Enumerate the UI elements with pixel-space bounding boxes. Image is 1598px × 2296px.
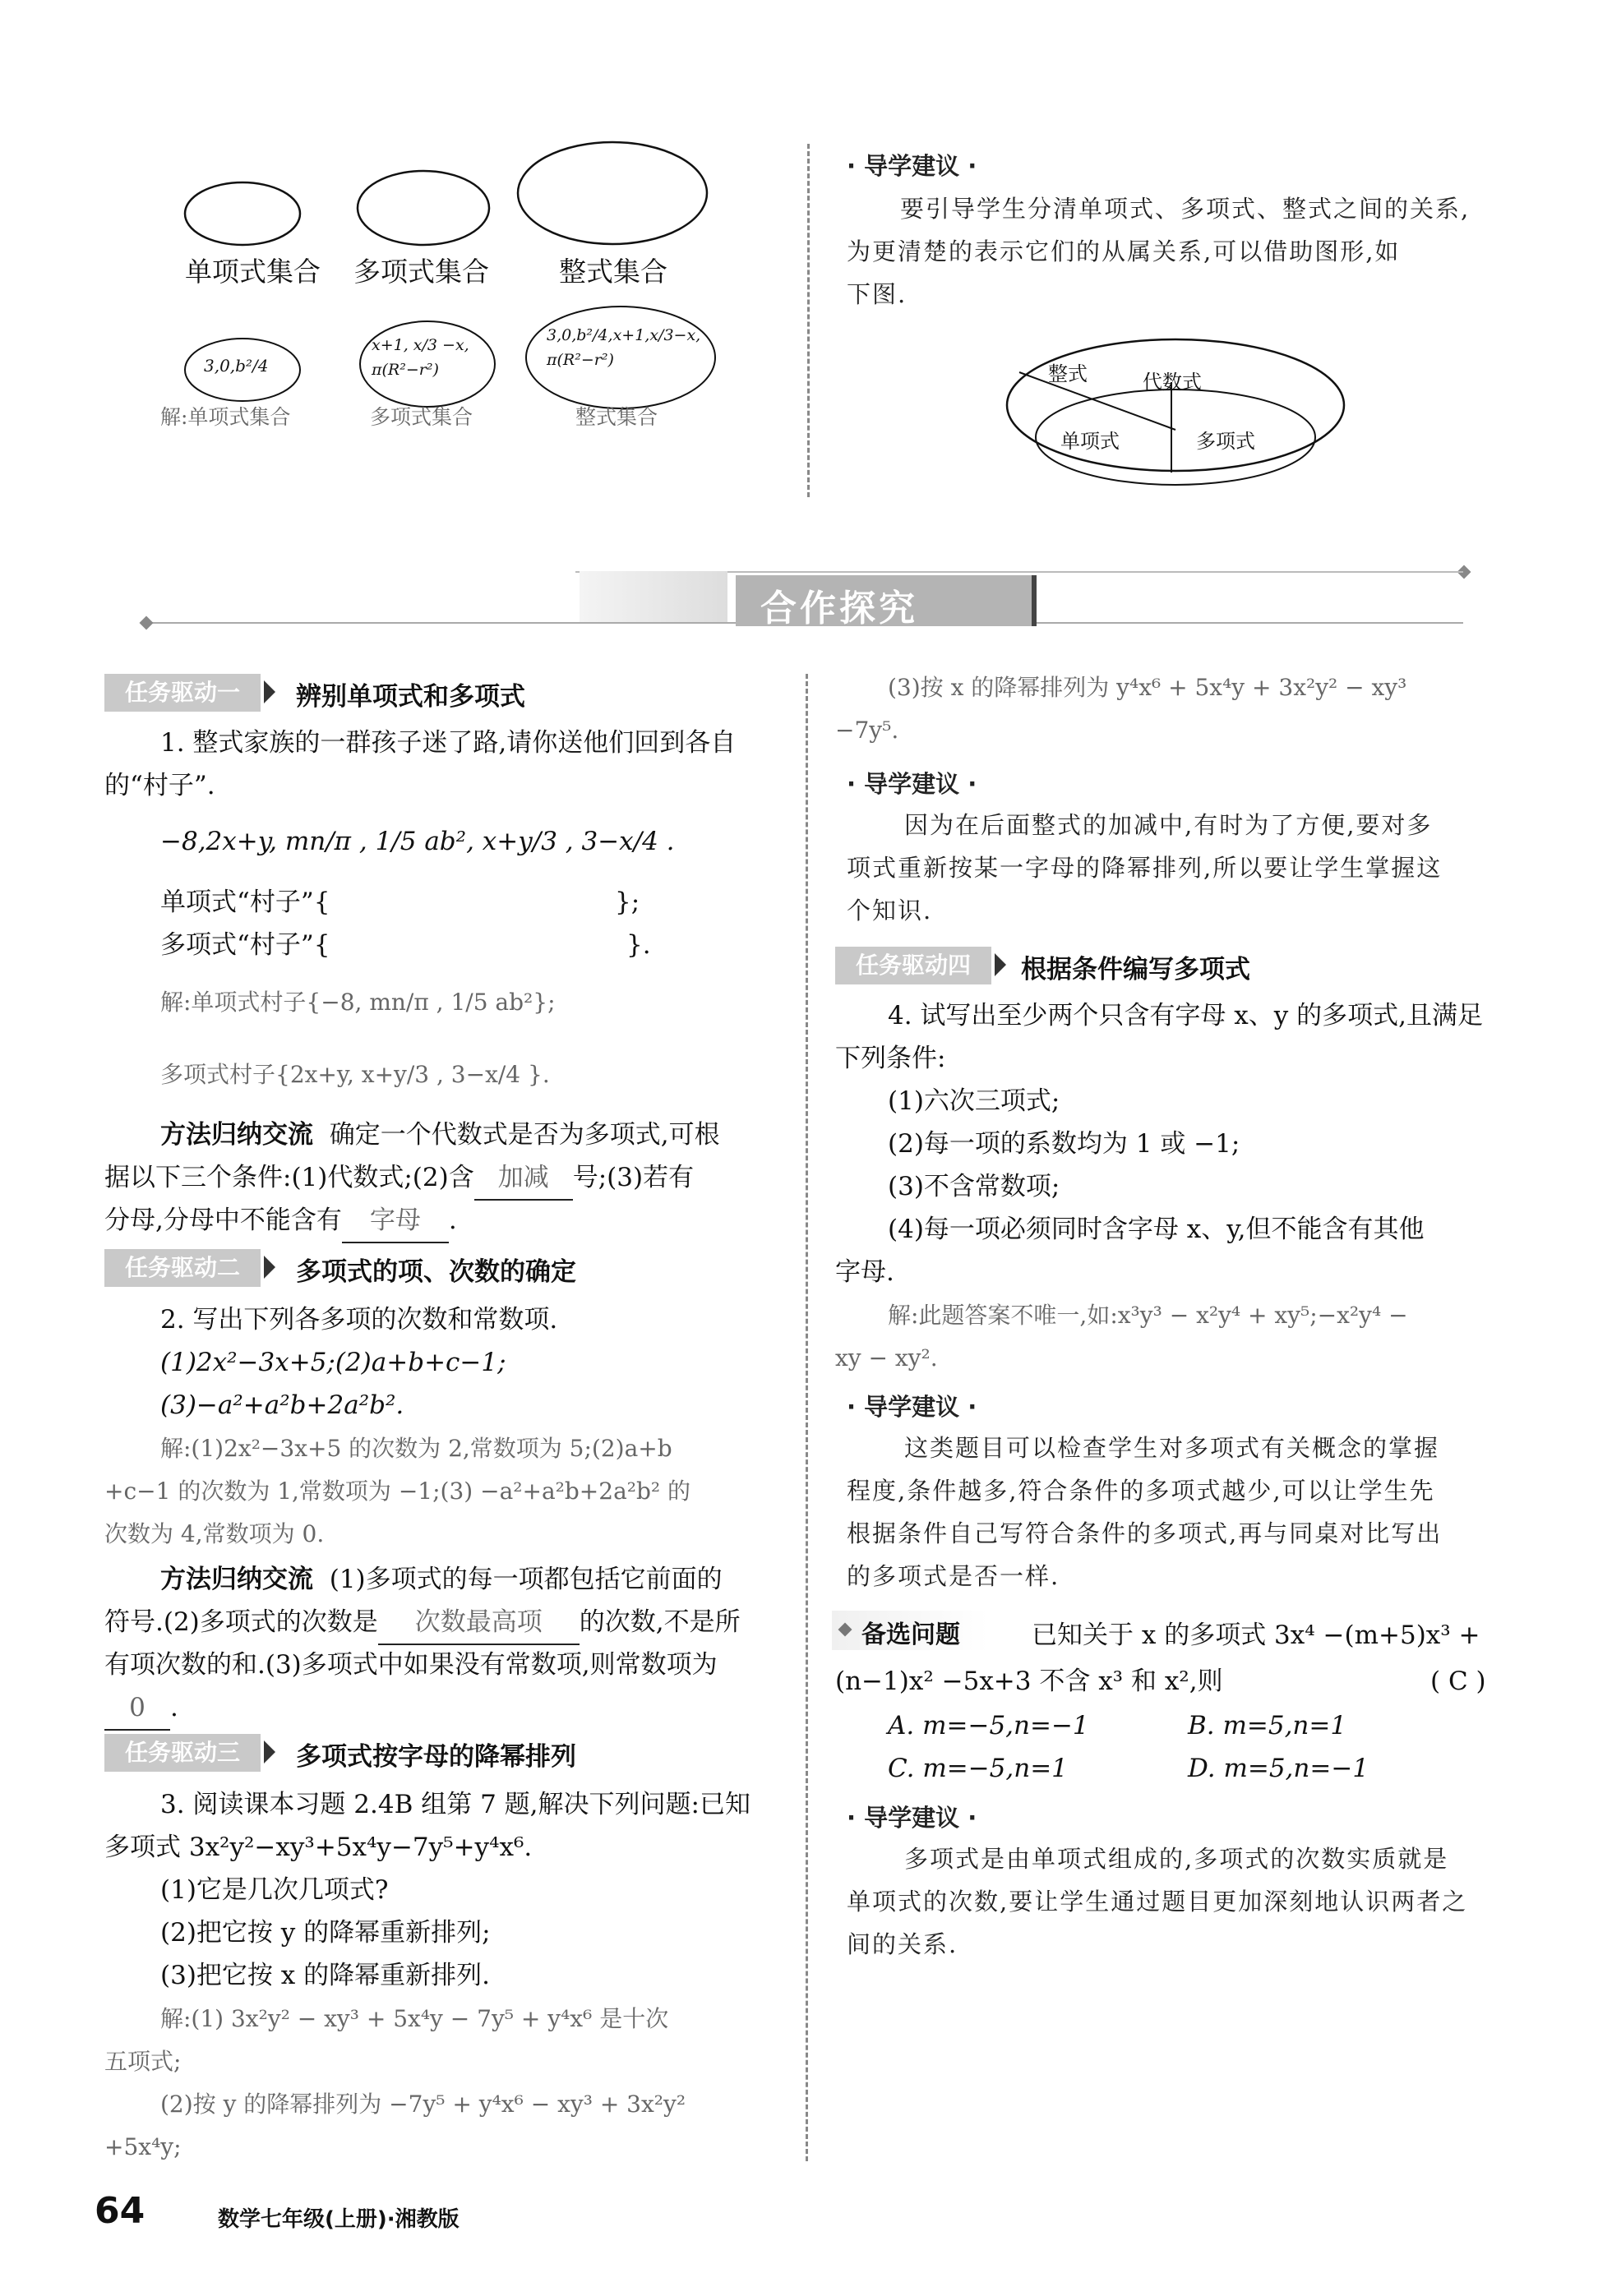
q3-answer-3: (2)按 y 的降幂排列为 −7y⁵ + y⁴x⁶ − xy³ + 3x²y²	[160, 2091, 686, 2118]
mono-set-label: 单项式集合	[185, 256, 321, 288]
method-1-text-1: 确定一个代数式是否为多项式,可根	[329, 1120, 720, 1150]
guide-3-line-1: 这类题目可以检查学生对多项式有关概念的掌握	[904, 1434, 1440, 1462]
q4-answer-2: xy − xy².	[835, 1344, 938, 1372]
book-title: 数学七年级(上册)·湘教版	[218, 2207, 460, 2232]
task-3-badge: 任务驱动三	[104, 1734, 261, 1772]
q4-cond-4a: (4)每一项必须同时含字母 x、y,但不能含有其他	[888, 1215, 1425, 1244]
backup-q-line-2: (n−1)x² −5x+3 不含 x³ 和 x²,则	[835, 1667, 1223, 1696]
guide-1-line-2: 为更清楚的表示它们的从属关系,可以借助图形,如	[847, 237, 1401, 265]
backup-label: 备选问题	[861, 1621, 960, 1649]
q1-line-2: 的“村子”.	[104, 771, 215, 800]
section-banner-title: 合作探究	[760, 588, 918, 629]
poly-village-end: }.	[626, 930, 651, 960]
algebraic-expression-diagram	[1003, 333, 1348, 497]
method-1-text-2b: 号;(3)若有	[572, 1163, 695, 1192]
q3-sub-1: (1)它是几次几项式?	[160, 1875, 389, 1905]
method-2-line-2	[104, 1601, 741, 1645]
poly-village-label: 多项式“村子”{	[160, 930, 330, 960]
guide-heading-4: · 导学建议 ·	[847, 1804, 977, 1832]
method-1-text-3a: 分母,分母中不能含有	[104, 1206, 342, 1235]
banner-dot-left	[140, 616, 154, 630]
method-1-label: 方法归纳交流	[160, 1120, 313, 1150]
q2-answer-2: +c−1 的次数为 1,常数项为 −1;(3) −a²+a²b+2a²b² 的	[104, 1478, 691, 1505]
diagram-poly-label: 多项式	[1196, 430, 1255, 453]
guide-heading-1: · 导学建议 ·	[847, 152, 977, 180]
task-3-title: 多项式按字母的降幂排列	[296, 1742, 576, 1772]
task-4-badge: 任务驱动四	[835, 947, 991, 984]
main-column-divider	[806, 674, 808, 2161]
poly-answer-set: x+1, x/3 −x, π(R²−r²)	[372, 336, 469, 379]
q2-items-2: (3)−a²+a²b+2a²b².	[160, 1390, 404, 1420]
q1-terms: −8,2x+y, mn/π , 1/5 ab², x+y/3 , 3−x/4 .	[160, 827, 675, 856]
poly-set-ellipse	[358, 171, 489, 245]
task-1-badge: 任务驱动一	[104, 674, 261, 712]
backup-diamond-icon	[838, 1623, 852, 1637]
integral-answer-set: 3,0,b²/4,x+1,x/3−x, π(R²−r²)	[547, 326, 701, 369]
guide-2-line-2: 项式重新按某一字母的降幂排列,所以要让学生掌握这	[847, 854, 1443, 882]
mono-village-end: };	[615, 888, 640, 917]
backup-option-d: D. m=5,n=−1	[1188, 1754, 1369, 1783]
q3-answer-2: 五项式;	[104, 2048, 182, 2075]
poly-set-label: 多项式集合	[353, 256, 489, 288]
mono-answer-set: 3,0,b²/4	[204, 356, 269, 376]
backup-question-box	[832, 1611, 988, 1650]
method-2-blank-1: 次数最高项	[378, 1601, 580, 1645]
q3-sub-3: (3)把它按 x 的降幂重新排列.	[160, 1961, 490, 1990]
guide-2-line-3: 个知识.	[847, 897, 933, 924]
set-diagrams	[156, 136, 732, 440]
guide-1-line-3: 下图.	[847, 280, 908, 308]
integral-answer-label: 整式集合	[575, 405, 658, 429]
task-1-title: 辨别单项式和多项式	[296, 682, 525, 712]
integral-set-ellipse	[518, 142, 707, 244]
mono-set-ellipse	[185, 182, 300, 245]
method-2-line-4	[104, 1686, 178, 1731]
q3-answer-6: −7y⁵.	[835, 717, 899, 744]
q2-answer-3: 次数为 4,常数项为 0.	[104, 1520, 325, 1547]
method-1-blank-1: 加减	[474, 1156, 573, 1201]
backup-option-b: B. m=5,n=1	[1188, 1711, 1347, 1740]
q1-answer-2: 多项式村子{2x+y, x+y/3 , 3−x/4 }.	[160, 1061, 550, 1088]
backup-q-line-1: 已知关于 x 的多项式 3x⁴ −(m+5)x³ +	[1032, 1621, 1480, 1650]
mono-village-label: 单项式“村子”{	[160, 888, 330, 917]
method-2-label: 方法归纳交流	[160, 1565, 313, 1594]
q3-answer-4: +5x⁴y;	[104, 2133, 182, 2160]
q3-answer-1: 解:(1) 3x²y² − xy³ + 5x⁴y − 7y⁵ + y⁴x⁶ 是十次	[160, 2005, 669, 2032]
method-2-blank-2: 0	[104, 1686, 170, 1731]
q3-line-2: 多项式 3x²y²−xy³+5x⁴y−7y⁵+y⁴x⁶.	[104, 1833, 533, 1862]
q1-line-1: 1. 整式家族的一群孩子迷了路,请你送他们回到各自	[160, 728, 737, 758]
backup-option-c: C. m=−5,n=1	[888, 1754, 1068, 1783]
method-2-text-4b: .	[170, 1693, 178, 1722]
q4-cond-2: (2)每一项的系数均为 1 或 −1;	[888, 1129, 1240, 1159]
method-1-line-3	[104, 1199, 457, 1243]
method-1-text-2a: 据以下三个条件:(1)代数式;(2)含	[104, 1163, 474, 1192]
task-2-title: 多项式的项、次数的确定	[296, 1257, 576, 1287]
backup-option-a: A. m=−5,n=−1	[888, 1711, 1089, 1740]
mono-answer-label: 解:单项式集合	[160, 405, 291, 429]
guide-4-line-3: 间的关系.	[847, 1930, 958, 1958]
q4-cond-4b: 字母.	[835, 1257, 894, 1287]
q3-answer-5: (3)按 x 的降幂排列为 y⁴x⁶ + 5x⁴y + 3x²y² − xy³	[888, 674, 1407, 701]
q4-line-2: 下列条件:	[835, 1044, 946, 1073]
method-2-text-2b: 的次数,不是所	[579, 1607, 741, 1637]
method-2-text-2a: 符号.(2)多项式的次数是	[104, 1607, 378, 1637]
diagram-integral-label: 整式	[1048, 362, 1088, 385]
guide-4-line-1: 多项式是由单项式组成的,多项式的次数实质就是	[904, 1845, 1449, 1873]
q2-text: 2. 写出下列各多项的次数和常数项.	[160, 1305, 558, 1335]
guide-heading-3: · 导学建议 ·	[847, 1393, 977, 1421]
backup-answer: ( C )	[1430, 1667, 1486, 1696]
method-2-line-1	[160, 1558, 723, 1601]
method-2-line-3: 有项次数的和.(3)多项式中如果没有常数项,则常数项为	[104, 1650, 718, 1680]
q2-answer-1: 解:(1)2x²−3x+5 的次数为 2,常数项为 5;(2)a+b	[160, 1435, 672, 1462]
q2-items-1: (1)2x²−3x+5;(2)a+b+c−1;	[160, 1348, 506, 1377]
q4-answer-1: 解:此题答案不唯一,如:x³y³ − x²y⁴ + xy⁵;−x²y⁴ −	[888, 1302, 1408, 1329]
method-2-text-1: (1)多项式的每一项都包括它前面的	[329, 1565, 723, 1594]
diagram-algebraic-label: 代数式	[1143, 371, 1202, 394]
task-2-badge: 任务驱动二	[104, 1249, 261, 1287]
guide-3-line-3: 根据条件自己写符合条件的多项式,再与同桌对比写出	[847, 1519, 1443, 1547]
guide-4-line-2: 单项式的次数,要让学生通过题目更加深刻地认识两者之	[847, 1888, 1468, 1916]
q1-answer-1: 解:单项式村子{−8, mn/π , 1/5 ab²};	[160, 989, 556, 1016]
q3-sub-2: (2)把它按 y 的降幂重新排列;	[160, 1918, 491, 1948]
q4-line-1: 4. 试写出至少两个只含有字母 x、y 的多项式,且满足	[888, 1001, 1483, 1030]
top-column-divider	[807, 144, 810, 497]
method-1-blank-2: 字母	[342, 1199, 449, 1243]
guide-3-line-2: 程度,条件越多,符合条件的多项式越少,可以让学生先	[847, 1477, 1435, 1505]
section-banner	[736, 575, 1037, 629]
q3-line-1: 3. 阅读课本习题 2.4B 组第 7 题,解决下列问题:已知	[160, 1790, 751, 1819]
banner-shadow	[580, 571, 727, 622]
q4-cond-3: (3)不含常数项;	[888, 1172, 1060, 1201]
integral-set-label: 整式集合	[559, 256, 667, 288]
page-number: 64	[95, 2190, 145, 2232]
guide-3-line-4: 的多项式是否一样.	[847, 1562, 1060, 1590]
guide-2-line-1: 因为在后面整式的加减中,有时为了方便,要对多	[904, 811, 1433, 839]
method-1-line-2	[104, 1156, 694, 1201]
method-1-text-3b: .	[448, 1206, 457, 1235]
method-1-line-1	[160, 1113, 720, 1156]
q4-cond-1: (1)六次三项式;	[888, 1086, 1060, 1116]
guide-1-line-1: 要引导学生分清单项式、多项式、整式之间的关系,	[900, 195, 1471, 223]
poly-answer-label: 多项式集合	[370, 405, 473, 429]
task-4-title: 根据条件编写多项式	[1021, 955, 1250, 984]
guide-heading-2: · 导学建议 ·	[847, 770, 977, 798]
diagram-mono-label: 单项式	[1060, 430, 1120, 453]
